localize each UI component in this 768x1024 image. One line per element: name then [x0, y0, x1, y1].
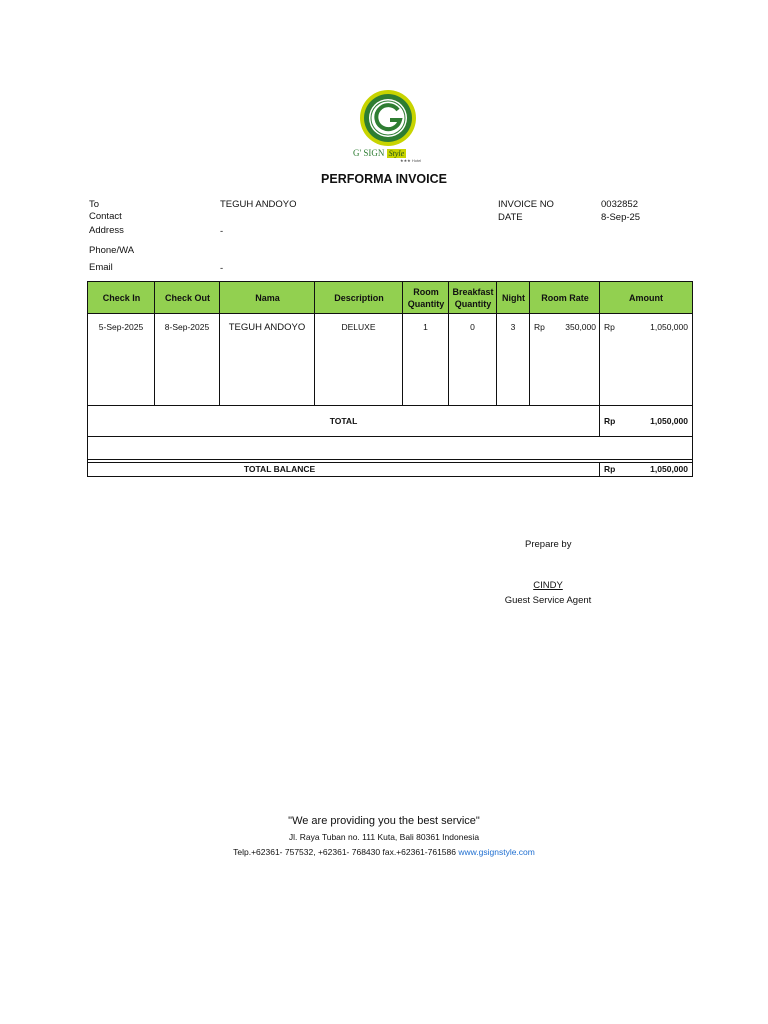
- to-label: To: [89, 199, 100, 210]
- address-label: Address: [89, 225, 124, 236]
- footer-contact: [0, 847, 768, 857]
- table-line: [529, 281, 530, 406]
- cell-breakfast-quantity: 0: [470, 322, 475, 332]
- table-line: [219, 281, 220, 406]
- cell-rate-currency: Rp: [534, 322, 545, 332]
- logo-subtext: ★★★ Hotel: [400, 158, 422, 163]
- cell-room-rate: 350,000: [565, 322, 596, 332]
- email-label: Email: [89, 262, 113, 273]
- footer-slogan: "We are providing you the best service": [288, 815, 480, 827]
- email-value: -: [220, 263, 224, 274]
- table-line: [599, 405, 600, 437]
- table-line: [87, 459, 693, 460]
- total-currency: Rp: [604, 416, 616, 426]
- table-line: [402, 281, 403, 406]
- table-line: [87, 405, 693, 406]
- cell-amount: 1,050,000: [650, 322, 688, 332]
- date-label: DATE: [498, 212, 523, 223]
- table-line: [599, 281, 600, 406]
- date-value: 8-Sep-25: [601, 212, 641, 223]
- cell-room-quantity: 1: [423, 322, 428, 332]
- table-line: [496, 281, 497, 406]
- website-link[interactable]: www.gsignstyle.com: [458, 847, 535, 857]
- footer-phone: Telp.+62361- 757532, +62361- 768430 fax.+62361-761586: [233, 847, 459, 857]
- balance-value: 1,050,000: [650, 464, 688, 474]
- cell-check-out: 8-Sep-2025: [164, 322, 210, 332]
- table-line: [154, 281, 155, 406]
- header-room-rate: Room Rate: [530, 282, 600, 313]
- table-line: [314, 281, 315, 406]
- table-line: [87, 281, 88, 477]
- table-line: [87, 462, 693, 463]
- header-amount: Amount: [600, 282, 692, 313]
- balance-currency: Rp: [604, 464, 616, 474]
- header-night: Night: [497, 282, 530, 313]
- footer-address: Jl. Raya Tuban no. 111 Kuta, Bali 80361 Indonesia: [288, 832, 480, 842]
- total-balance-label: TOTAL BALANCE: [243, 464, 316, 474]
- header-check-out: Check Out: [155, 282, 220, 313]
- agent-name: CINDY: [533, 580, 563, 591]
- header-nama: Nama: [220, 282, 315, 313]
- document-title: PERFORMA INVOICE: [321, 172, 447, 186]
- header-room-quantity: Room Quantity: [403, 282, 449, 313]
- cell-nama: TEGUH ANDOYO: [228, 322, 306, 333]
- contact-label: Contact: [89, 211, 122, 222]
- to-value: TEGUH ANDOYO: [220, 199, 297, 210]
- cell-check-in: 5-Sep-2025: [98, 322, 144, 332]
- header-breakfast-quantity: Breakfast Quantity: [449, 282, 497, 313]
- total-value: 1,050,000: [650, 416, 688, 426]
- agent-role: Guest Service Agent: [504, 595, 592, 606]
- cell-description: DELUXE: [341, 322, 376, 332]
- header-description: Description: [315, 282, 403, 313]
- address-value: -: [220, 226, 224, 237]
- cell-amount-currency: Rp: [604, 322, 615, 332]
- table-line: [87, 476, 693, 477]
- cell-night: 3: [510, 322, 516, 332]
- table-line: [87, 313, 693, 314]
- invoice-no-label: INVOICE NO: [498, 199, 554, 210]
- header-check-in: Check In: [88, 282, 155, 313]
- invoice-no-value: 0032852: [601, 199, 638, 210]
- table-line: [87, 281, 693, 282]
- table-line: [448, 281, 449, 406]
- total-label: TOTAL: [329, 416, 358, 426]
- table-line: [692, 281, 693, 477]
- table-line: [87, 436, 693, 437]
- phone-label: Phone/WA: [89, 245, 135, 256]
- prepared-by-label: Prepare by: [525, 539, 572, 550]
- logo-brand-text: G' SIGN Style: [353, 148, 405, 158]
